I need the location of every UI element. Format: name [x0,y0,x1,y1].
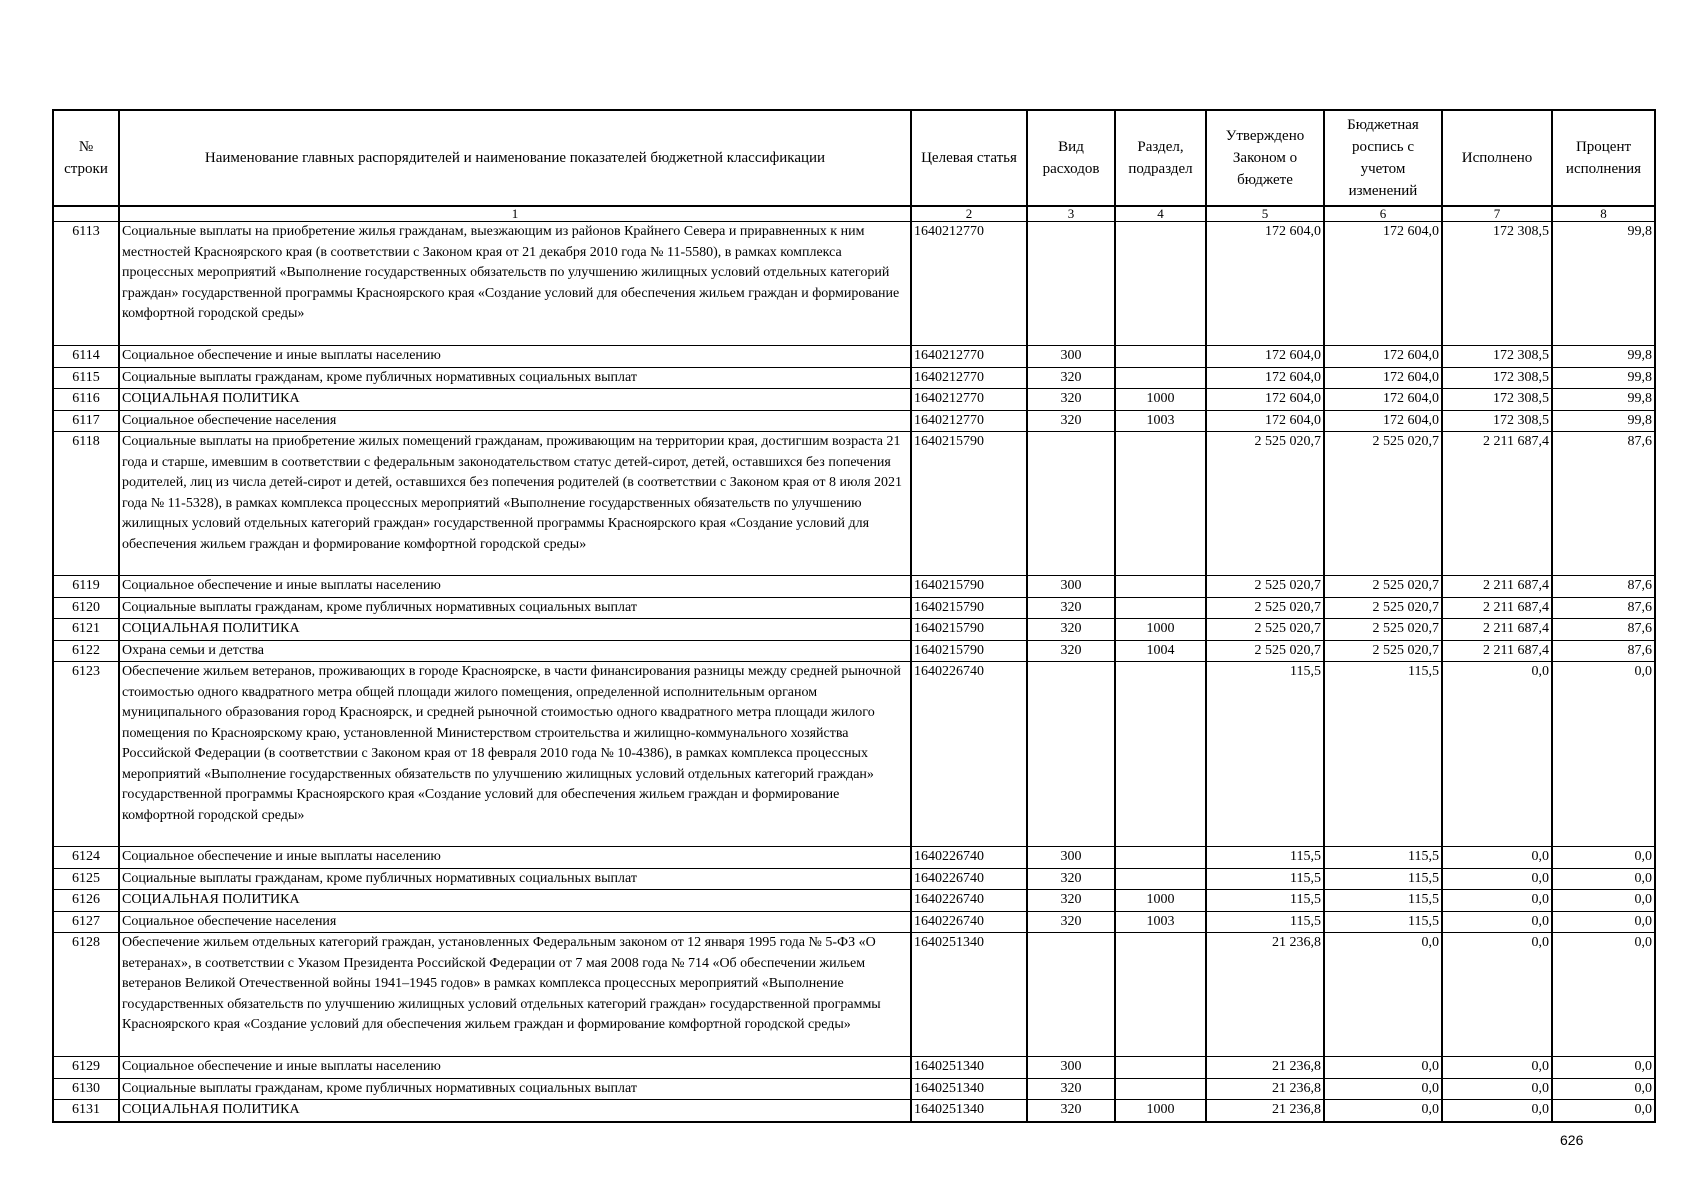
cell-executed: 0,0 [1442,847,1552,869]
cell-budget-plan: 172 604,0 [1324,410,1442,432]
table-row [53,662,1655,847]
cell-expense-type: 320 [1027,868,1115,890]
cell-name: СОЦИАЛЬНАЯ ПОЛИТИКА [119,619,911,641]
cell-executed: 0,0 [1442,890,1552,912]
cell-section: 1000 [1115,1100,1206,1122]
cell-section: 1000 [1115,890,1206,912]
cell-approved: 21 236,8 [1206,1078,1324,1100]
cell-row-number: 6127 [53,911,119,933]
column-number: 8 [1552,206,1655,222]
cell-name: Обеспечение жильем ветеранов, проживающих в городе Красноярске, в части финансирования разницы между средней рыночной стоимостью одного квадратного метра общей площади жилого помещения, определенной исполнительным органом муниципального образования город Красноярск, и средней рыночной стоимостью одного квадратного метра площади жилого помещения по Красноярскому краю, установленной Министерством строительства и жилищно-коммунального хозяйства Российской Федерации (в соответствии с Законом края от 18 февраля 2010 года № 10-4386), в рамках комплекса процессных мероприятий «Выполнение государственных обязательств по улучшению жилищных условий отдельных категорий граждан» государственной программы Красноярского края «Создание условий для обеспечения жильем граждан и формирование комфортной городской среды» [119,662,911,847]
cell-section [1115,367,1206,389]
cell-expense-type: 320 [1027,911,1115,933]
cell-approved: 172 604,0 [1206,410,1324,432]
cell-section [1115,868,1206,890]
table-row [53,868,1655,890]
table-row [53,1057,1655,1079]
cell-target-article: 1640212770 [911,367,1027,389]
cell-expense-type [1027,432,1115,576]
cell-target-article: 1640226740 [911,847,1027,869]
cell-percent: 0,0 [1552,868,1655,890]
cell-section [1115,847,1206,869]
table-row [53,933,1655,1057]
cell-row-number: 6129 [53,1057,119,1079]
cell-expense-type: 320 [1027,367,1115,389]
cell-approved: 172 604,0 [1206,346,1324,368]
column-number [53,206,119,222]
cell-row-number: 6124 [53,847,119,869]
cell-expense-type: 320 [1027,597,1115,619]
column-number: 3 [1027,206,1115,222]
cell-section [1115,1057,1206,1079]
cell-percent: 87,6 [1552,640,1655,662]
table-row [53,890,1655,912]
cell-approved: 2 525 020,7 [1206,576,1324,598]
header-target-article: Целевая статья [911,110,1027,206]
cell-executed: 172 308,5 [1442,389,1552,411]
cell-percent: 99,8 [1552,222,1655,346]
cell-target-article: 1640215790 [911,432,1027,576]
cell-percent: 0,0 [1552,933,1655,1057]
cell-expense-type: 320 [1027,389,1115,411]
cell-expense-type [1027,662,1115,847]
cell-row-number: 6131 [53,1100,119,1122]
cell-approved: 2 525 020,7 [1206,432,1324,576]
budget-sheet [52,109,1654,1123]
column-number-row [53,206,1655,222]
cell-budget-plan: 172 604,0 [1324,222,1442,346]
cell-percent: 0,0 [1552,662,1655,847]
cell-approved: 2 525 020,7 [1206,619,1324,641]
cell-expense-type: 320 [1027,890,1115,912]
cell-expense-type: 300 [1027,346,1115,368]
header-approved: Утверждено Законом о бюджете [1206,110,1324,206]
cell-section: 1004 [1115,640,1206,662]
cell-row-number: 6113 [53,222,119,346]
cell-approved: 2 525 020,7 [1206,640,1324,662]
cell-executed: 172 308,5 [1442,346,1552,368]
cell-name: Социальное обеспечение и иные выплаты населению [119,1057,911,1079]
cell-section: 1000 [1115,389,1206,411]
cell-section [1115,933,1206,1057]
cell-row-number: 6123 [53,662,119,847]
cell-budget-plan: 0,0 [1324,1100,1442,1122]
cell-name: СОЦИАЛЬНАЯ ПОЛИТИКА [119,1100,911,1122]
cell-target-article: 1640212770 [911,346,1027,368]
cell-percent: 87,6 [1552,432,1655,576]
cell-budget-plan: 2 525 020,7 [1324,597,1442,619]
cell-budget-plan: 115,5 [1324,911,1442,933]
cell-percent: 0,0 [1552,847,1655,869]
cell-section [1115,576,1206,598]
cell-executed: 172 308,5 [1442,410,1552,432]
table-row [53,619,1655,641]
table-row [53,597,1655,619]
cell-target-article: 1640251340 [911,933,1027,1057]
cell-name: Социальные выплаты гражданам, кроме публичных нормативных социальных выплат [119,1078,911,1100]
cell-row-number: 6118 [53,432,119,576]
table-row [53,1078,1655,1100]
cell-row-number: 6130 [53,1078,119,1100]
cell-name: Социальные выплаты на приобретение жилья гражданам, выезжающим из районов Крайнего Севера и приравненных к ним местностей Красноярского края (в соответствии с Законом края от 21 декабря 2010 года № 11-5580), в рамках комплекса процессных мероприятий «Выполнение государственных обязательств по улучшению жилищных условий отдельных категорий граждан» государственной программы Красноярского края «Создание условий для обеспечения жильем граждан и формирование комфортной городской среды» [119,222,911,346]
cell-approved: 21 236,8 [1206,1057,1324,1079]
cell-name: Социальные выплаты гражданам, кроме публичных нормативных социальных выплат [119,367,911,389]
cell-section [1115,346,1206,368]
cell-name: Охрана семьи и детства [119,640,911,662]
table-row [53,346,1655,368]
page-number: 626 [1560,1132,1584,1148]
cell-percent: 99,8 [1552,346,1655,368]
cell-section [1115,1078,1206,1100]
cell-executed: 2 211 687,4 [1442,432,1552,576]
cell-executed: 0,0 [1442,933,1552,1057]
cell-row-number: 6116 [53,389,119,411]
cell-executed: 172 308,5 [1442,222,1552,346]
cell-approved: 2 525 020,7 [1206,597,1324,619]
cell-percent: 99,8 [1552,410,1655,432]
cell-executed: 0,0 [1442,911,1552,933]
cell-row-number: 6121 [53,619,119,641]
cell-section [1115,222,1206,346]
header-row [53,110,1655,206]
cell-target-article: 1640215790 [911,597,1027,619]
cell-percent: 0,0 [1552,911,1655,933]
cell-name: Социальные выплаты на приобретение жилых помещений гражданам, проживающим на территории края, достигшим возраста 21 года и старше, имевшим в соответствии с федеральным законодательством статус детей-сирот, детей, оставшихся без попечения родителей, лиц из числа детей-сирот и детей, оставшихся без попечения родителей (в соответствии с Законом края от 8 июля 2021 года № 11-5328), в рамках комплекса процессных мероприятий «Выполнение государственных обязательств по улучшению жилищных условий отдельных категорий граждан» государственной программы Красноярского края «Создание условий для обеспечения жильем граждан и формирование комфортной городской среды» [119,432,911,576]
cell-executed: 2 211 687,4 [1442,640,1552,662]
column-number: 7 [1442,206,1552,222]
cell-row-number: 6114 [53,346,119,368]
cell-row-number: 6122 [53,640,119,662]
cell-expense-type [1027,933,1115,1057]
header-percent: Процент исполнения [1552,110,1655,206]
table-row [53,1100,1655,1122]
cell-row-number: 6120 [53,597,119,619]
cell-target-article: 1640226740 [911,890,1027,912]
cell-name: Социальное обеспечение и иные выплаты населению [119,346,911,368]
cell-expense-type: 300 [1027,576,1115,598]
cell-target-article: 1640226740 [911,662,1027,847]
table-header [53,110,1655,222]
header-row-number: № строки [53,110,119,206]
header-expense-type: Вид расходов [1027,110,1115,206]
cell-name: Социальное обеспечение населения [119,911,911,933]
cell-budget-plan: 172 604,0 [1324,367,1442,389]
cell-row-number: 6126 [53,890,119,912]
cell-section [1115,597,1206,619]
cell-expense-type: 300 [1027,847,1115,869]
cell-executed: 0,0 [1442,662,1552,847]
cell-target-article: 1640226740 [911,868,1027,890]
cell-name: Социальное обеспечение и иные выплаты населению [119,847,911,869]
header-section: Раздел, подраздел [1115,110,1206,206]
cell-row-number: 6117 [53,410,119,432]
column-number: 5 [1206,206,1324,222]
cell-expense-type: 320 [1027,410,1115,432]
column-number: 4 [1115,206,1206,222]
cell-section [1115,432,1206,576]
cell-approved: 115,5 [1206,911,1324,933]
cell-target-article: 1640251340 [911,1057,1027,1079]
cell-name: Социальное обеспечение населения [119,410,911,432]
table-row [53,911,1655,933]
header-executed: Исполнено [1442,110,1552,206]
cell-section: 1003 [1115,911,1206,933]
cell-target-article: 1640212770 [911,222,1027,346]
header-name: Наименование главных распорядителей и наименование показателей бюджетной классификации [119,110,911,206]
cell-expense-type: 320 [1027,1078,1115,1100]
table-row [53,432,1655,576]
header-budget-plan: Бюджетная роспись с учетом изменений [1324,110,1442,206]
cell-approved: 115,5 [1206,890,1324,912]
cell-name: Социальное обеспечение и иные выплаты населению [119,576,911,598]
cell-executed: 0,0 [1442,868,1552,890]
cell-approved: 21 236,8 [1206,1100,1324,1122]
cell-budget-plan: 0,0 [1324,1078,1442,1100]
cell-percent: 0,0 [1552,1057,1655,1079]
cell-name: СОЦИАЛЬНАЯ ПОЛИТИКА [119,890,911,912]
table-row [53,367,1655,389]
cell-percent: 87,6 [1552,619,1655,641]
cell-row-number: 6119 [53,576,119,598]
cell-target-article: 1640212770 [911,410,1027,432]
cell-budget-plan: 2 525 020,7 [1324,619,1442,641]
cell-expense-type [1027,222,1115,346]
cell-budget-plan: 2 525 020,7 [1324,640,1442,662]
cell-row-number: 6128 [53,933,119,1057]
budget-table [52,109,1656,1123]
cell-target-article: 1640215790 [911,640,1027,662]
cell-percent: 87,6 [1552,597,1655,619]
table-row [53,576,1655,598]
cell-budget-plan: 115,5 [1324,868,1442,890]
cell-executed: 2 211 687,4 [1442,619,1552,641]
cell-executed: 0,0 [1442,1100,1552,1122]
cell-budget-plan: 0,0 [1324,933,1442,1057]
table-body [53,222,1655,1122]
cell-expense-type: 320 [1027,1100,1115,1122]
cell-percent: 87,6 [1552,576,1655,598]
table-row [53,389,1655,411]
cell-executed: 0,0 [1442,1057,1552,1079]
cell-budget-plan: 0,0 [1324,1057,1442,1079]
cell-approved: 172 604,0 [1206,222,1324,346]
column-number: 1 [119,206,911,222]
cell-percent: 0,0 [1552,890,1655,912]
cell-approved: 115,5 [1206,662,1324,847]
cell-percent: 0,0 [1552,1100,1655,1122]
cell-target-article: 1640226740 [911,911,1027,933]
cell-name: Обеспечение жильем отдельных категорий граждан, установленных Федеральным законом от 12 января 1995 года № 5-ФЗ «О ветеранах», в соответствии с Указом Президента Российской Федерации от 7 мая 2008 года № 714 «Об обеспечении жильем ветеранов Великой Отечественной войны 1941–1945 годов» в рамках комплекса процессных мероприятий «Выполнение государственных обязательств по улучшению жилищных условий отдельных категорий граждан» государственной программы Красноярского края «Создание условий для обеспечения жильем граждан и формирование комфортной городской среды» [119,933,911,1057]
cell-budget-plan: 2 525 020,7 [1324,576,1442,598]
cell-expense-type: 300 [1027,1057,1115,1079]
cell-percent: 99,8 [1552,389,1655,411]
cell-target-article: 1640212770 [911,389,1027,411]
cell-executed: 2 211 687,4 [1442,576,1552,598]
table-row [53,222,1655,346]
cell-budget-plan: 172 604,0 [1324,389,1442,411]
cell-budget-plan: 172 604,0 [1324,346,1442,368]
cell-target-article: 1640215790 [911,619,1027,641]
cell-target-article: 1640215790 [911,576,1027,598]
cell-approved: 172 604,0 [1206,389,1324,411]
cell-section [1115,662,1206,847]
cell-name: Социальные выплаты гражданам, кроме публичных нормативных социальных выплат [119,597,911,619]
cell-budget-plan: 115,5 [1324,890,1442,912]
column-number: 2 [911,206,1027,222]
cell-name: СОЦИАЛЬНАЯ ПОЛИТИКА [119,389,911,411]
column-number: 6 [1324,206,1442,222]
table-row [53,847,1655,869]
cell-approved: 115,5 [1206,868,1324,890]
cell-target-article: 1640251340 [911,1100,1027,1122]
cell-section: 1000 [1115,619,1206,641]
cell-expense-type: 320 [1027,619,1115,641]
table-row [53,640,1655,662]
cell-approved: 172 604,0 [1206,367,1324,389]
cell-name: Социальные выплаты гражданам, кроме публичных нормативных социальных выплат [119,868,911,890]
cell-approved: 115,5 [1206,847,1324,869]
cell-target-article: 1640251340 [911,1078,1027,1100]
cell-budget-plan: 115,5 [1324,847,1442,869]
cell-budget-plan: 115,5 [1324,662,1442,847]
cell-percent: 0,0 [1552,1078,1655,1100]
cell-executed: 2 211 687,4 [1442,597,1552,619]
cell-approved: 21 236,8 [1206,933,1324,1057]
cell-executed: 172 308,5 [1442,367,1552,389]
cell-budget-plan: 2 525 020,7 [1324,432,1442,576]
cell-section: 1003 [1115,410,1206,432]
cell-executed: 0,0 [1442,1078,1552,1100]
table-row [53,410,1655,432]
cell-percent: 99,8 [1552,367,1655,389]
cell-expense-type: 320 [1027,640,1115,662]
cell-row-number: 6115 [53,367,119,389]
cell-row-number: 6125 [53,868,119,890]
